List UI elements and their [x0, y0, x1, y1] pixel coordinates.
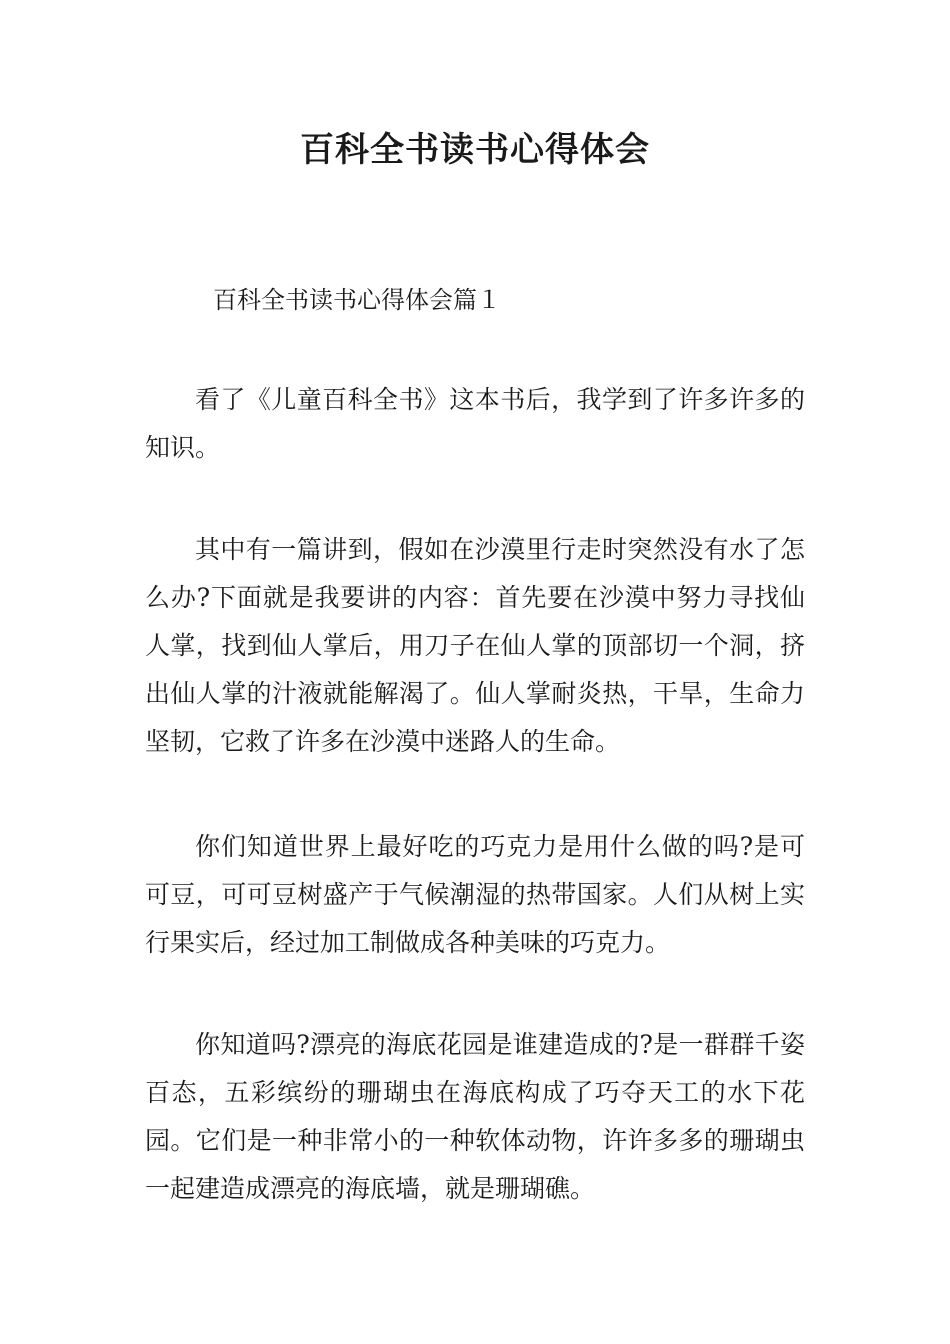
paragraph-3: 你们知道世界上最好吃的巧克力是用什么做的吗?是可可豆，可可豆树盛产于气候潮湿的热带国家。人们从树上实行果实后，经过加工制做成各种美味的巧克力。 — [145, 832, 805, 957]
paragraph-4: 你知道吗?漂亮的海底花园是谁建造成的?是一群群千姿百态，五彩缤纷的珊瑚虫在海底构成了巧夺天工的水下花园。它们是一种非常小的一种软体动物，许许多多的珊瑚虫一起建造成漂亮的海底墙，就是珊瑚礁。 — [145, 1030, 805, 1203]
paragraph-1: 看了《儿童百科全书》这本书后，我学到了许多许多的知识。 — [145, 385, 805, 462]
document-title: 百科全书读书心得体会 — [300, 130, 650, 170]
paragraph-2: 其中有一篇讲到，假如在沙漠里行走时突然没有水了怎么办?下面就是我要讲的内容：首先要在沙漠中努力寻找仙人掌，找到仙人掌后，用刀子在仙人掌的顶部切一个洞，挤出仙人掌的汁液就能解渴了。仙人掌耐炎热，干旱，生命力坚韧，它救了许多在沙漠中迷路人的生命。 — [145, 535, 805, 756]
section-heading: 百科全书读书心得体会篇１ — [213, 286, 501, 314]
